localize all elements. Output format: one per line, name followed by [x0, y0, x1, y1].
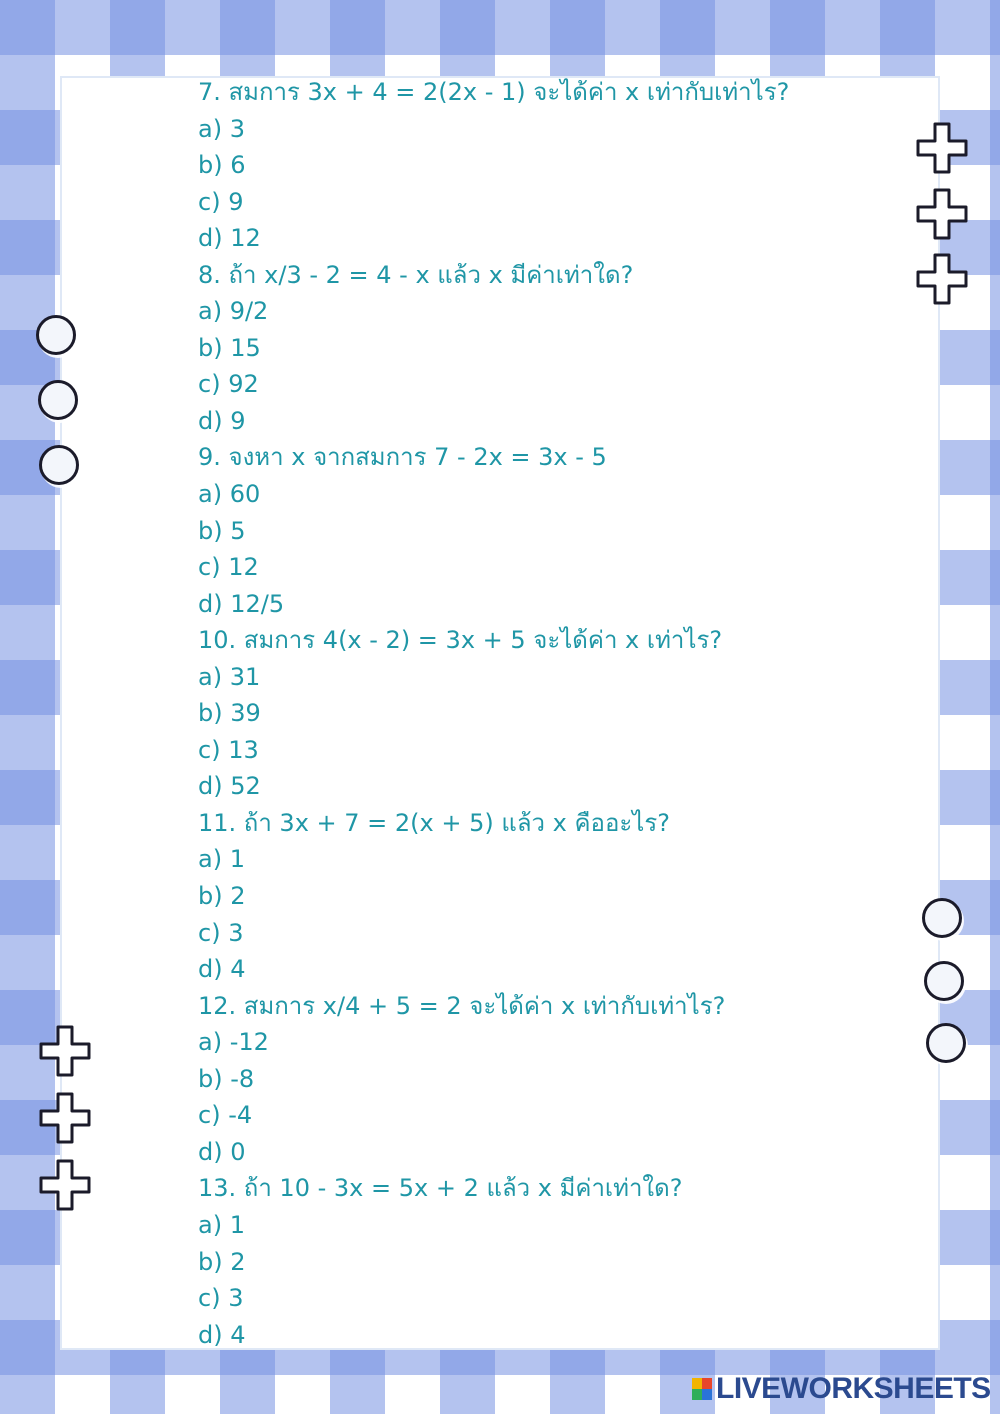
answer-option[interactable]: a) 1: [198, 845, 245, 874]
question-8: 8. ถ้า x/3 - 2 = 4 - x แล้ว x มีค่าเท่าใด?: [198, 260, 634, 289]
liveworksheets-logo: [692, 1374, 991, 1404]
answer-option[interactable]: a) -12: [198, 1028, 269, 1057]
question-12: 12. สมการ x/4 + 5 = 2 จะได้ค่า x เท่ากับเท่าไร?: [198, 991, 726, 1020]
binder-ring-icon: [38, 380, 78, 420]
answer-option[interactable]: c) 3: [198, 918, 244, 947]
answer-option[interactable]: c) 92: [198, 370, 259, 399]
answer-option[interactable]: c) 9: [198, 187, 244, 216]
logo-icon: [692, 1378, 712, 1400]
answer-option[interactable]: b) -8: [198, 1064, 255, 1093]
answer-option[interactable]: b) 2: [198, 882, 246, 911]
answer-option[interactable]: b) 39: [198, 699, 261, 728]
binder-ring-icon: [926, 1023, 966, 1063]
answer-option[interactable]: b) 15: [198, 333, 261, 362]
plus-icon: [39, 1025, 91, 1077]
answer-option[interactable]: a) 60: [198, 480, 261, 509]
answer-option[interactable]: d) 4: [198, 1320, 246, 1349]
answer-option[interactable]: c) -4: [198, 1101, 253, 1130]
plus-icon: [916, 188, 968, 240]
answer-option[interactable]: a) 31: [198, 662, 261, 691]
question-list: [198, 74, 789, 1353]
answer-option[interactable]: d) 12/5: [198, 589, 285, 618]
plus-icon: [39, 1092, 91, 1144]
answer-option[interactable]: d) 52: [198, 772, 261, 801]
answer-option[interactable]: d) 4: [198, 955, 246, 984]
plus-icon: [916, 253, 968, 305]
answer-option[interactable]: b) 2: [198, 1247, 246, 1276]
answer-option[interactable]: d) 12: [198, 224, 261, 253]
answer-option[interactable]: c) 3: [198, 1284, 244, 1313]
answer-option[interactable]: a) 3: [198, 114, 245, 143]
question-13: 13. ถ้า 10 - 3x = 5x + 2 แล้ว x มีค่าเท่าใด?: [198, 1174, 683, 1203]
question-9: 9. จงหา x จากสมการ 7 - 2x = 3x - 5: [198, 443, 607, 472]
answer-option[interactable]: c) 13: [198, 735, 259, 764]
question-10: 10. สมการ 4(x - 2) = 3x + 5 จะได้ค่า x เท่าไร?: [198, 626, 723, 655]
logo-text: LIVEWORKSHEETS: [716, 1372, 991, 1405]
binder-ring-icon: [36, 315, 76, 355]
binder-ring-icon: [924, 961, 964, 1001]
answer-option[interactable]: a) 9/2: [198, 297, 269, 326]
question-7: 7. สมการ 3x + 4 = 2(2x - 1) จะได้ค่า x เท่ากับเท่าไร?: [198, 78, 790, 106]
answer-option[interactable]: a) 1: [198, 1210, 245, 1239]
binder-ring-icon: [39, 445, 79, 485]
answer-option[interactable]: d) 9: [198, 406, 246, 435]
binder-ring-icon: [922, 898, 962, 938]
answer-option[interactable]: d) 0: [198, 1137, 246, 1166]
question-11: 11. ถ้า 3x + 7 = 2(x + 5) แล้ว x คืออะไร?: [198, 808, 670, 837]
answer-option[interactable]: b) 5: [198, 516, 246, 545]
answer-option[interactable]: c) 12: [198, 553, 259, 582]
answer-option[interactable]: b) 6: [198, 151, 246, 180]
plus-icon: [916, 122, 968, 174]
plus-icon: [39, 1159, 91, 1211]
